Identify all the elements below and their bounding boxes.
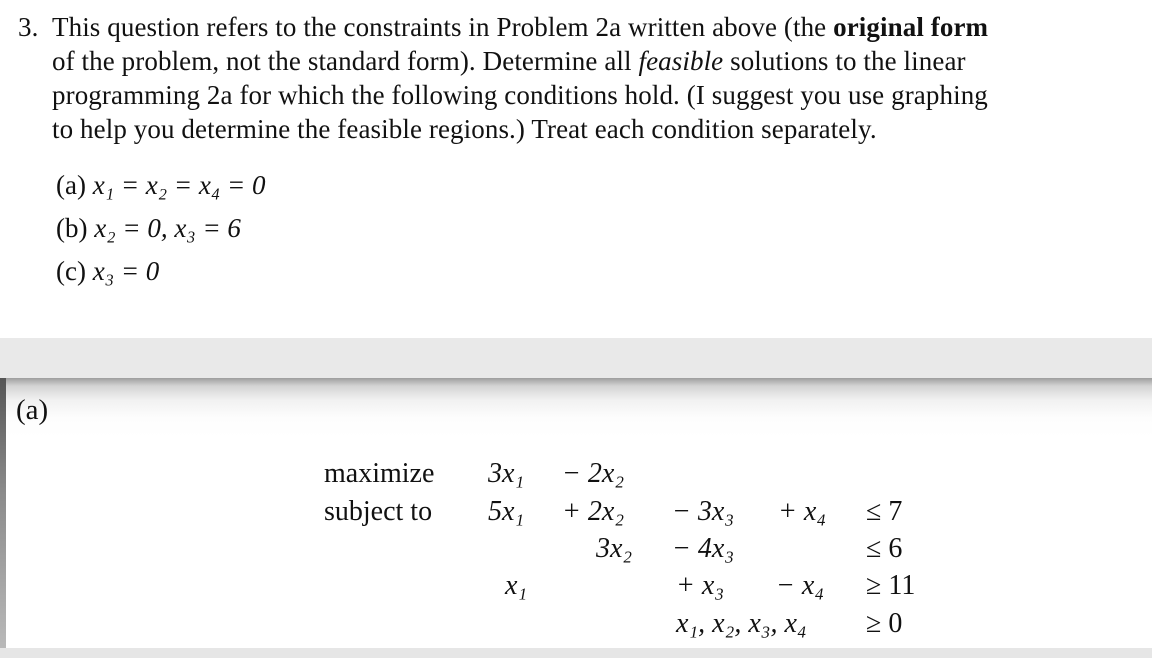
constraint-1-term-4: + x₄ [778, 496, 827, 527]
question-line-2-text: of the problem, not the standard form). Determine all [52, 46, 639, 76]
condition-a [56, 170, 266, 201]
constraint-3-rhs: ≥ 11 [866, 570, 916, 601]
objective-term-2: − 2x₂ [562, 458, 625, 489]
question-line-4-text: to help you determine the feasible regions.) Treat each condition separately. [52, 114, 877, 144]
condition-expression: x₁ = x₂ = x₄ = 0 [92, 170, 266, 200]
question-line-4 [18, 112, 1118, 146]
constraint-1-term-2: + 2x₂ [562, 496, 625, 527]
objective-term-1: 3x₁ [488, 458, 525, 489]
question-line-2 [18, 44, 1118, 78]
question-line-1 [18, 10, 1118, 44]
nonnegativity-rhs: ≥ 0 [866, 608, 903, 639]
separator-bar [0, 338, 1152, 378]
constraint-3-term-1: x₁ [505, 570, 528, 601]
subject-to-word: subject to [324, 496, 433, 527]
maximize-word: maximize [324, 458, 435, 489]
panel-edge-shadow [0, 378, 6, 658]
question-line-1-text: This question refers to the constraints in Problem 2a written above (the [52, 12, 834, 42]
constraint-3-term-3: + x₃ [676, 570, 725, 601]
part-label: (a) [16, 394, 49, 426]
constraint-1-term-1: 5x₁ [488, 496, 525, 527]
question-line-2-tail: solutions to the linear [723, 46, 966, 76]
constraint-2-term-2: 3x₂ [596, 533, 633, 564]
question-line-3-text: programming 2a for which the following conditions hold. (I suggest you use graphing [52, 80, 988, 110]
constraint-1-rhs: ≤ 7 [866, 496, 903, 527]
bottom-strip [0, 648, 1152, 658]
constraint-2-rhs: ≤ 6 [866, 533, 903, 564]
constraint-1-term-3: − 3x₃ [672, 496, 735, 527]
italic-phrase: feasible [638, 46, 724, 76]
condition-label: (b) [56, 213, 88, 243]
bold-phrase: original form [833, 12, 989, 42]
constraint-3-term-4: − x₄ [776, 570, 825, 601]
constraint-2-term-3: − 4x₃ [672, 533, 735, 564]
condition-c [56, 256, 159, 287]
question-line-3 [18, 78, 1118, 112]
condition-b [56, 213, 241, 244]
question-number: 3. [18, 12, 39, 42]
condition-label: (a) [56, 170, 86, 200]
nonnegativity-vars: x₁, x₂, x₃, x₄ [676, 608, 807, 639]
condition-expression: x₃ = 0 [92, 256, 160, 286]
condition-label: (c) [56, 256, 86, 286]
condition-expression: x₂ = 0, x₃ = 6 [94, 213, 241, 243]
question-text [18, 10, 1118, 146]
